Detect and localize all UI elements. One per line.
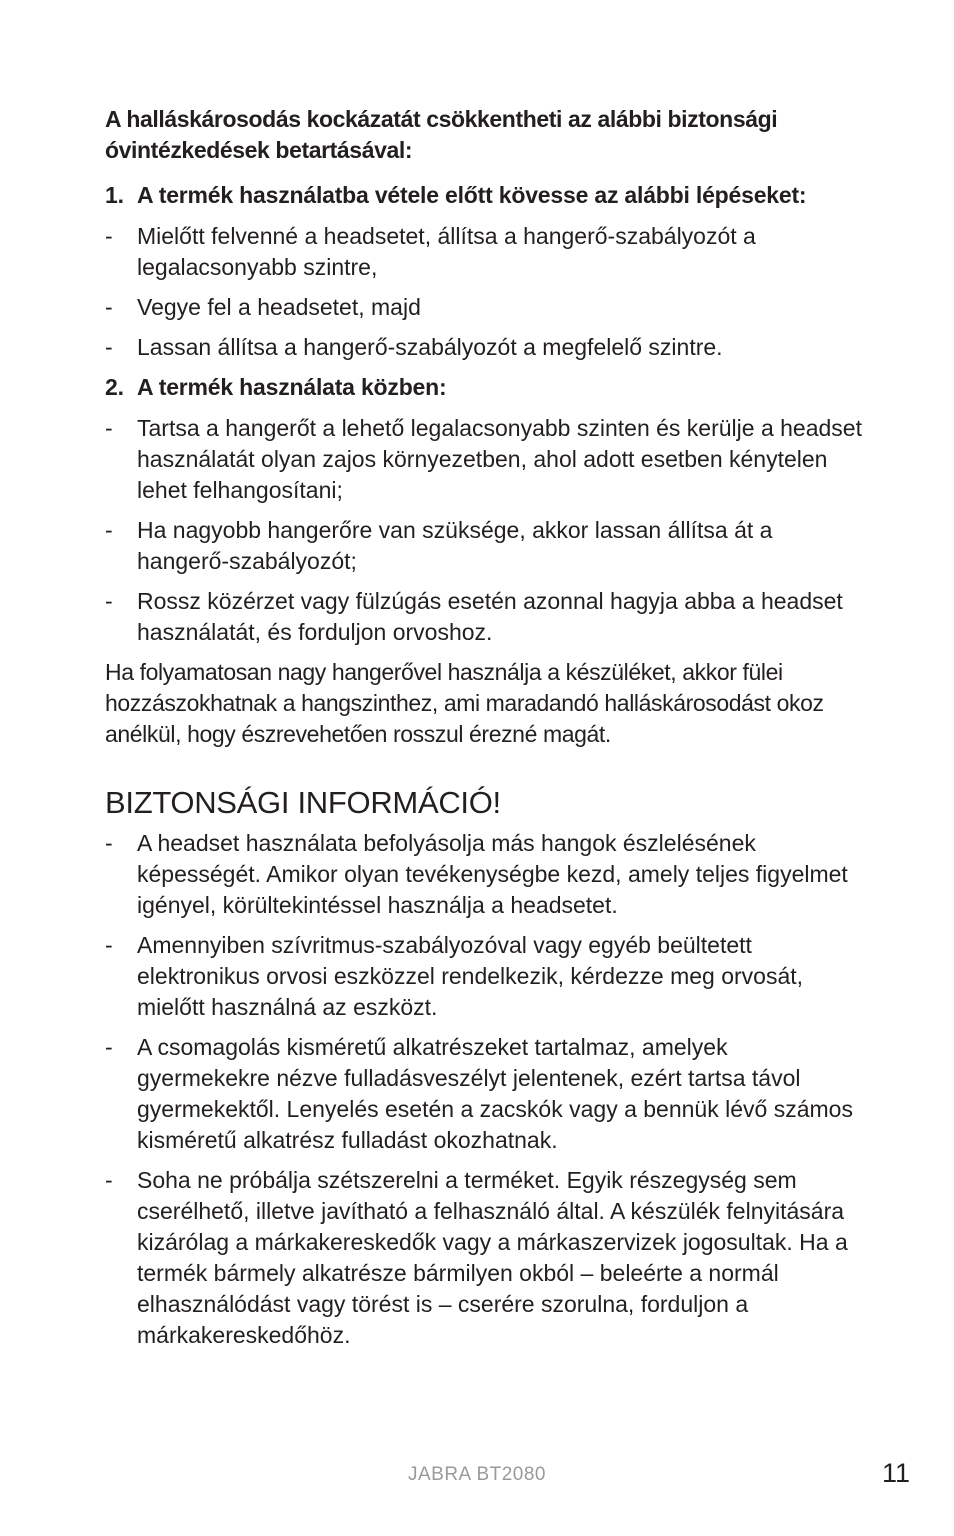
bullet-dash: - <box>105 294 113 320</box>
step-1-title <box>105 180 865 211</box>
list-item <box>105 332 865 363</box>
list-item-text: A csomagolás kisméretű alkatrészeket tartalmaz, amelyek gyermekekre nézve fulladásveszélyt jelentenek, ezért tartsa távol gyermekektől. Lenyelés esetén a zacskók vagy a bennük lévő számos kisméretű alkatrész fulladást okozhatnak. <box>137 1034 853 1153</box>
list-item-text: A headset használata befolyásolja más hangok észlelésének képességét. Amikor olyan tevékenységbe kezd, amely teljes figyelmet igényel, körültekintéssel használja a headsetet. <box>137 830 848 918</box>
page-content <box>105 104 865 1360</box>
step-2-title <box>105 372 865 403</box>
list-item <box>105 413 865 506</box>
bullet-dash: - <box>105 334 113 360</box>
list-item <box>105 586 865 648</box>
list-item <box>105 515 865 577</box>
list-item <box>105 930 865 1023</box>
page-number: 11 <box>881 1458 910 1488</box>
list-item-text: Soha ne próbálja szétszerelni a terméket. Egyik részegység sem cserélhető, illetve javítható a felhasználó által. A készülék felnyitására kizárólag a márkakereskedők vagy a márkaszervizek jogosultak. Ha a termék bármely alkatrésze bármilyen okból – beleérte a normál elhasználódást vagy törést is – cserére szorulna, forduljon a márkakereskedőhöz. <box>137 1167 848 1348</box>
step-title: A termék használatba vétele előtt kövesse az alábbi lépéseket: <box>137 182 807 208</box>
list-item <box>105 1165 865 1351</box>
bullet-dash: - <box>105 588 113 614</box>
list-item-text: Amennyiben szívritmus-szabályozóval vagy egyéb beültetett elektronikus orvosi eszközzel rendelkezik, kérdezze meg orvosát, mielőtt használná az eszközt. <box>137 932 804 1020</box>
bullet-dash: - <box>105 932 113 958</box>
step-number: 1. <box>105 182 124 208</box>
warning-paragraph: Ha folyamatosan nagy hangerővel használja a készüléket, akkor fülei hozzászokhatnak a hangszinthez, ami maradandó halláskárosodást okoz anélkül, hogy észrevehetően rosszul érezné magát. <box>105 659 824 747</box>
intro-text: A halláskárosodás kockázatát csökkentheti az alábbi biztonsági óvintézkedések betartásával: <box>105 106 778 163</box>
bullet-dash: - <box>105 415 113 441</box>
bullet-dash: - <box>105 1167 113 1193</box>
safety-heading: BIZTONSÁGI INFORMÁCIÓ! <box>105 785 501 820</box>
list-item <box>105 292 865 323</box>
step-number: 2. <box>105 374 124 400</box>
list-item-text: Vegye fel a headsetet, majd <box>137 294 421 320</box>
bullet-dash: - <box>105 223 113 249</box>
footer-brand: JABRA BT2080 <box>407 1464 547 1485</box>
list-item-text: Tartsa a hangerőt a lehető legalacsonyabb szinten és kerülje a headset használatát olyan zajos környezetben, ahol adott esetben kénytelen lehet felhangosítani; <box>137 415 862 503</box>
list-item <box>105 1032 865 1156</box>
bullet-dash: - <box>105 517 113 543</box>
step-title: A termék használata közben: <box>137 374 447 400</box>
list-item-text: Rossz közérzet vagy fülzúgás esetén azonnal hagyja abba a headset használatát, és forduljon orvoshoz. <box>137 588 843 645</box>
bullet-dash: - <box>105 1034 113 1060</box>
list-item-text: Ha nagyobb hangerőre van szüksége, akkor lassan állítsa át a hangerő-szabályozót; <box>137 517 773 574</box>
list-item-text: Mielőtt felvenné a headsetet, állítsa a hangerő-szabályozót a legalacsonyabb szintre, <box>137 223 756 280</box>
list-item <box>105 221 865 283</box>
bullet-dash: - <box>105 830 113 856</box>
list-item-text: Lassan állítsa a hangerő-szabályozót a megfelelő szintre. <box>137 334 723 360</box>
list-item <box>105 828 865 921</box>
